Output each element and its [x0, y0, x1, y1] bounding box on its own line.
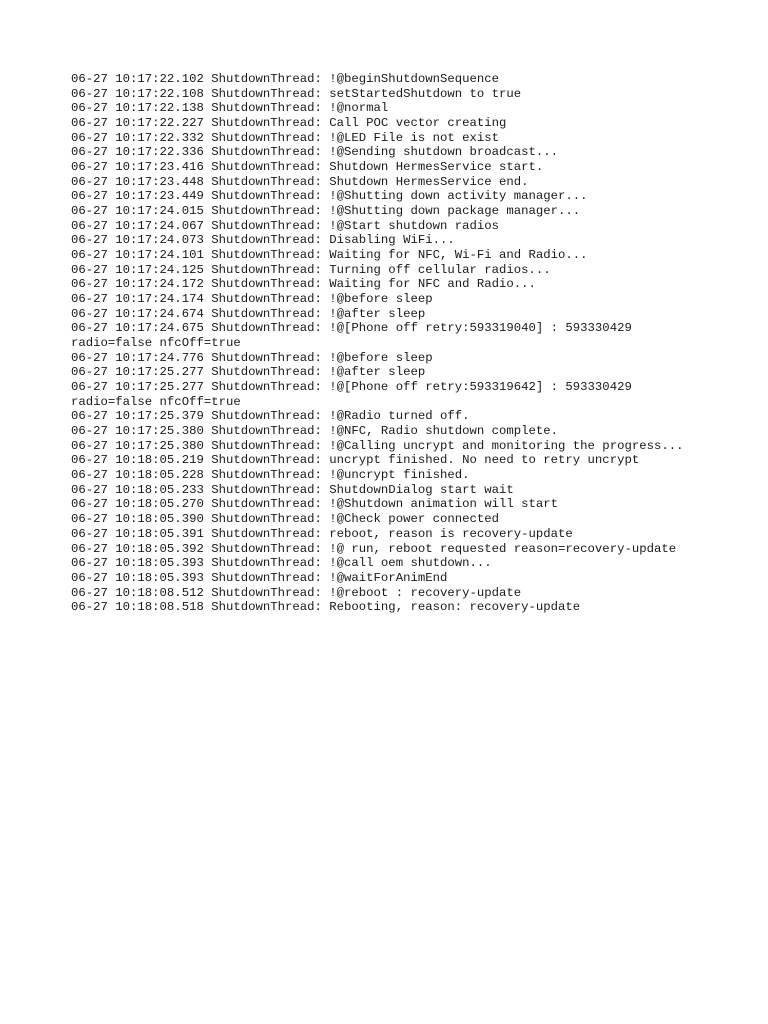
log-line: 06-27 10:17:25.379 ShutdownThread: !@Radio turned off. — [71, 409, 470, 424]
log-line: 06-27 10:17:22.138 ShutdownThread: !@normal — [71, 101, 389, 116]
log-line: 06-27 10:17:24.125 ShutdownThread: Turning off cellular radios... — [71, 262, 551, 277]
log-line: 06-27 10:18:05.270 ShutdownThread: !@Shutdown animation will start — [71, 497, 559, 512]
log-line: 06-27 10:17:23.416 ShutdownThread: Shutdown HermesService start. — [71, 160, 544, 175]
log-line: 06-27 10:17:24.674 ShutdownThread: !@after sleep — [71, 306, 426, 321]
log-line: 06-27 10:17:24.675 ShutdownThread: !@[Phone off retry:593319040] : 593330429 — [71, 321, 632, 336]
log-line: 06-27 10:18:05.228 ShutdownThread: !@uncrypt finished. — [71, 468, 470, 483]
log-line: 06-27 10:18:05.393 ShutdownThread: !@call oem shutdown... — [71, 556, 492, 571]
log-line: 06-27 10:18:05.392 ShutdownThread: !@ run, reboot requested reason=recovery-update — [71, 541, 677, 556]
log-line: 06-27 10:18:05.233 ShutdownThread: ShutdownDialog start wait — [71, 482, 514, 497]
log-line: 06-27 10:18:08.518 ShutdownThread: Rebooting, reason: recovery-update — [71, 600, 581, 615]
log-line: 06-27 10:17:24.015 ShutdownThread: !@Shutting down package manager... — [71, 204, 581, 219]
log-line: 06-27 10:18:05.391 ShutdownThread: reboot, reason is recovery-update — [71, 526, 573, 541]
log-line: 06-27 10:18:05.390 ShutdownThread: !@Check power connected — [71, 512, 500, 527]
log-line: 06-27 10:17:24.172 ShutdownThread: Waiting for NFC and Radio... — [71, 277, 536, 292]
log-line: 06-27 10:18:05.393 ShutdownThread: !@waitForAnimEnd — [71, 570, 448, 585]
log-line: 06-27 10:17:24.776 ShutdownThread: !@before sleep — [71, 350, 433, 365]
log-line: 06-27 10:17:23.448 ShutdownThread: Shutdown HermesService end. — [71, 174, 529, 189]
log-line: 06-27 10:17:24.073 ShutdownThread: Disabling WiFi... — [71, 233, 455, 248]
log-line: 06-27 10:18:08.512 ShutdownThread: !@reboot : recovery-update — [71, 585, 522, 600]
shutdown-log — [71, 72, 751, 615]
log-line: 06-27 10:17:25.380 ShutdownThread: !@NFC, Radio shutdown complete. — [71, 424, 559, 439]
log-line: 06-27 10:17:25.277 ShutdownThread: !@after sleep — [71, 365, 426, 380]
log-line: 06-27 10:17:25.380 ShutdownThread: !@Calling uncrypt and monitoring the progress... — [71, 438, 684, 453]
log-line: 06-27 10:17:24.174 ShutdownThread: !@before sleep — [71, 292, 433, 307]
log-line: radio=false nfcOff=true — [71, 394, 241, 409]
log-line: 06-27 10:17:25.277 ShutdownThread: !@[Phone off retry:593319642] : 593330429 — [71, 380, 632, 395]
log-line: 06-27 10:17:23.449 ShutdownThread: !@Shutting down activity manager... — [71, 189, 588, 204]
log-line: 06-27 10:17:22.332 ShutdownThread: !@LED File is not exist — [71, 130, 500, 145]
log-line: 06-27 10:17:24.067 ShutdownThread: !@Start shutdown radios — [71, 218, 500, 233]
log-line: radio=false nfcOff=true — [71, 336, 241, 351]
log-line: 06-27 10:17:24.101 ShutdownThread: Waiting for NFC, Wi-Fi and Radio... — [71, 248, 588, 263]
log-line: 06-27 10:17:22.102 ShutdownThread: !@beginShutdownSequence — [71, 72, 500, 86]
log-line: 06-27 10:17:22.227 ShutdownThread: Call POC vector creating — [71, 116, 507, 131]
log-line: 06-27 10:18:05.219 ShutdownThread: uncrypt finished. No need to retry uncrypt — [71, 453, 640, 468]
log-line: 06-27 10:17:22.108 ShutdownThread: setStartedShutdown to true — [71, 86, 522, 101]
log-line: 06-27 10:17:22.336 ShutdownThread: !@Sending shutdown broadcast... — [71, 145, 559, 160]
